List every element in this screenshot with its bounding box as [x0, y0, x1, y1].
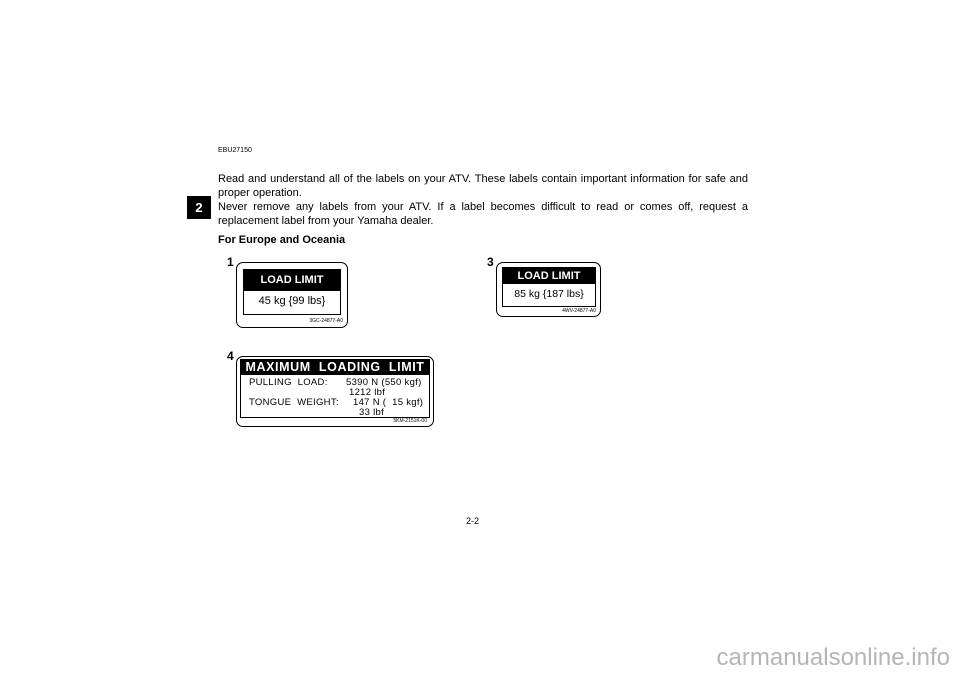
page-number: 2-2 — [466, 516, 480, 526]
watermark: carmanualsonline.info — [716, 644, 950, 671]
label-1-title: LOAD LIMIT — [244, 270, 340, 291]
tongue-weight-label: TONGUE WEIGHT: — [249, 397, 339, 408]
label-4-title: MAXIMUM LOADING LIMIT — [241, 360, 429, 375]
label-1-part-number: 3GC-24877-A0 — [309, 318, 343, 324]
tongue-weight-value-imperial: 33 lbf — [359, 407, 385, 418]
section-code: EBU27150 — [218, 147, 252, 154]
pulling-load-value-metric: 5390 N (550 kgf) — [346, 377, 422, 388]
intro-paragraph: Read and understand all of the labels on your ATV. These labels contain important information for safe and proper operation. — [218, 173, 748, 199]
load-limit-label-3 — [496, 262, 601, 317]
label-1-value: 45 kg {99 lbs} — [258, 295, 326, 307]
pulling-load-value-imperial: 1212 lbf — [349, 387, 386, 398]
label-1-number: 1 — [227, 255, 234, 269]
chapter-tab: 2 — [187, 196, 211, 219]
label-3-number: 3 — [487, 255, 494, 269]
label-3-part-number: 4WV-24877-A0 — [562, 308, 596, 314]
label-3-title: LOAD LIMIT — [503, 268, 595, 284]
load-limit-label-1 — [236, 262, 348, 328]
region-subheading: For Europe and Oceania — [218, 234, 346, 246]
label-4-part-number: 5KM-2151K-00 — [393, 418, 427, 424]
label-4-number: 4 — [227, 349, 234, 363]
pulling-load-label: PULLING LOAD: — [249, 377, 328, 388]
warning-paragraph: Never remove any labels from your ATV. If a label becomes difficult to read or comes off, request a replacement label from your Yamaha dealer. — [218, 201, 748, 227]
maximum-loading-limit-label — [236, 356, 434, 427]
label-3-value: 85 kg {187 lbs} — [514, 288, 584, 300]
tongue-weight-value-metric: 147 N ( 15 kgf) — [353, 397, 424, 408]
